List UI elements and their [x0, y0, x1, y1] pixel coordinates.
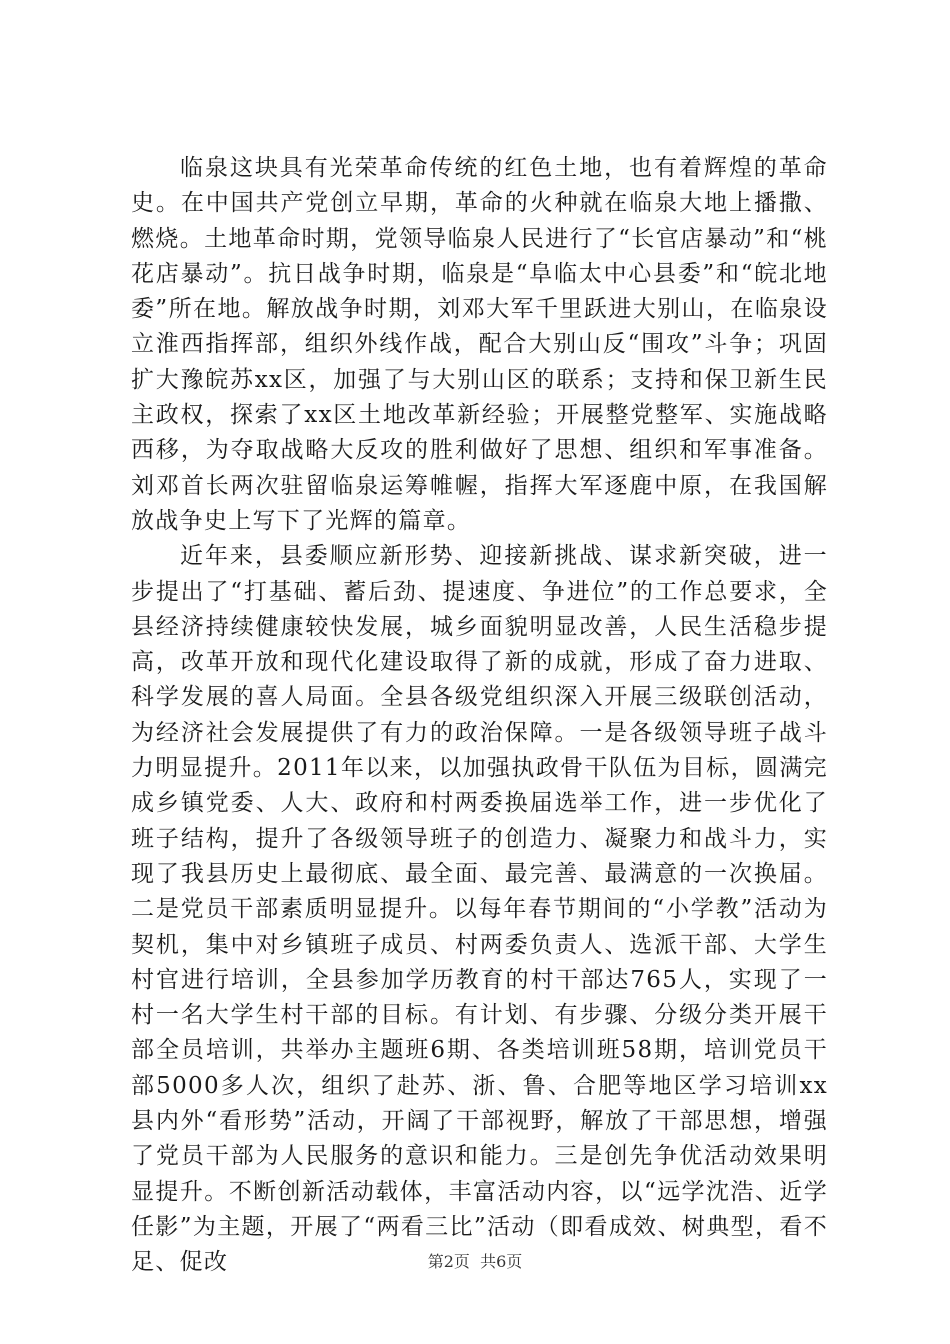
paragraph-recent-development: 近年来，县委顺应新形势、迎接新挑战、谋求新突破，进一步提出了“打基础、蓄后劲、提速度、争进位”的工作总要求，全县经济持续健康较快发展，城乡面貌明显改善，人民生活稳步提高，改革开放和现代化建设取得了新的成就，形成了奋力进取、科学发展的喜人局面。全县各级党组织深入开展三级联创活动，为经济社会发展提供了有力的政治保障。一是各级领导班子战斗力明显提升。2011年以来，以加强执政骨干队伍为目标，圆满完成乡镇党委、人大、政府和村两委换届选举工作，进一步优化了班子结构，提升了各级领导班子的创造力、凝聚力和战斗力，实现了我县历史上最彻底、最全面、最完善、最满意的一次换届。二是党员干部素质明显提升。以每年春节期间的“小学教”活动为契机，集中对乡镇班子成员、村两委负责人、选派干部、大学生村官进行培训，全县参加学历教育的村干部达765人，实现了一村一名大学生村干部的目标。有计划、有步骤、分级分类开展干部全员培训，共举办主题班6期、各类培训班58期，培训党员干部5000多人次，组织了赴苏、浙、鲁、合肥等地区学习培训xx县内外“看形势”活动，开阔了干部视野，解放了干部思想，增强了党员干部为人民服务的意识和能力。三是创先争优活动效果明显提升。不断创新活动载体，丰富活动内容，以“远学沈浩、近学任影”为主题，开展了“两看三比”活动（即看成效、树典型，看不足、促改 [131, 543, 828, 1276]
paragraph-linquan-history: 临泉这块具有光荣革命传统的红色土地，也有着辉煌的革命史。在中国共产党创立早期，革命的火种就在临泉大地上播撒、燃烧。土地革命时期，党领导临泉人民进行了“长官店暴动”和“桃花店暴动”。抗日战争时期，临泉是“阜临太中心县委”和“皖北地委”所在地。解放战争时期，刘邓大军千里跃进大别山，在临泉设立淮西指挥部，组织外线作战，配合大别山反“围攻”斗争；巩固扩大豫皖苏xx区，加强了与大别山区的联系；支持和保卫新生民主政权，探索了xx区土地改革新经验；开展整党整军、实施战略西移，为夺取战略大反攻的胜利做好了思想、组织和军事准备。刘邓首长两次驻留临泉运筹帷幄，指挥大军逐鹿中原，在我国解放战争史上写下了光辉的篇章。 [131, 155, 828, 534]
page-number-footer: 第2页 共6页 [427, 1252, 523, 1271]
document-body [131, 151, 828, 1281]
